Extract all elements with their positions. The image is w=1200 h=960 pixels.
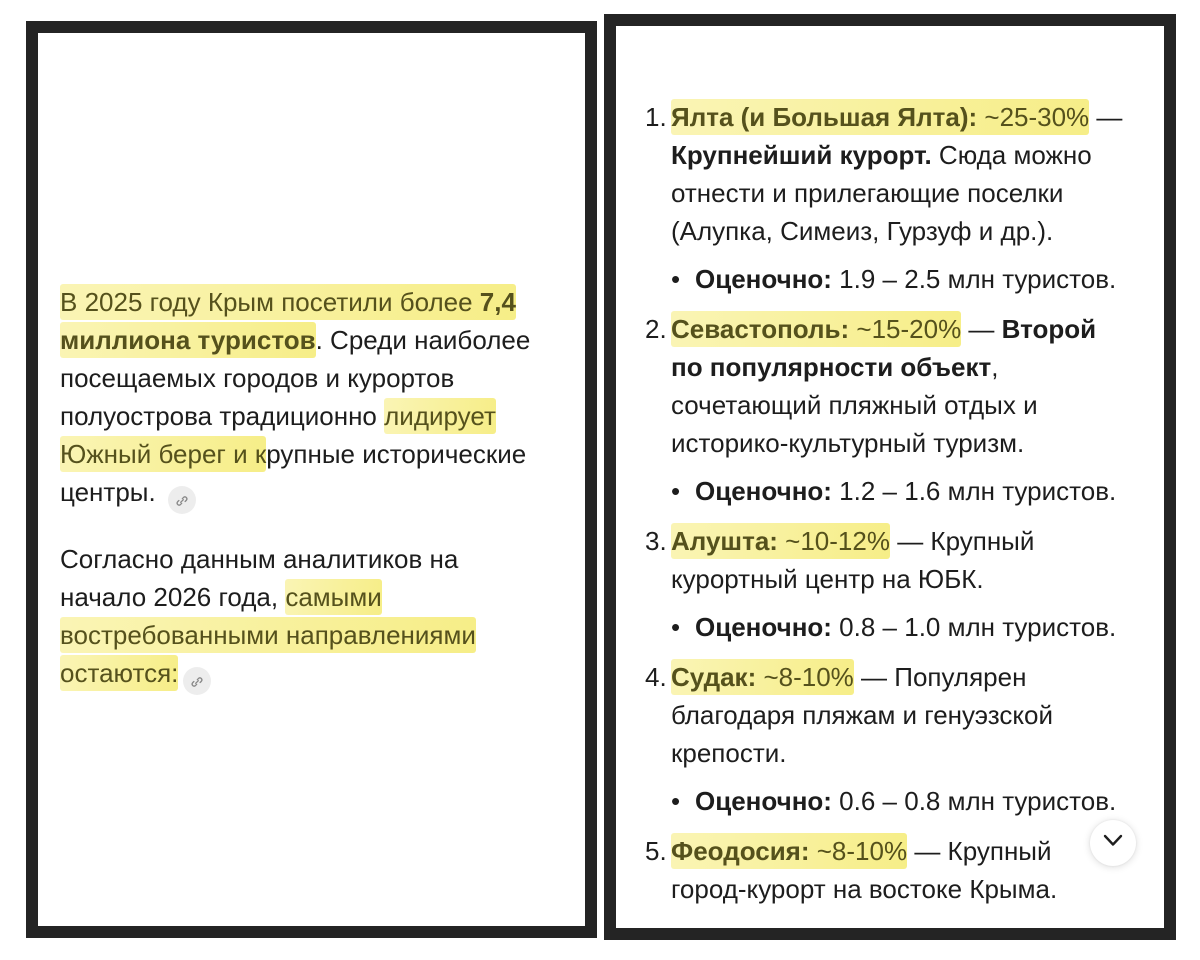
highlight-leader: лидирует Южный берег и к bbox=[60, 398, 496, 472]
destination-title: Феодосия: bbox=[671, 836, 810, 866]
text-segment: , сочетающий пляжный отдых и историко-культурный туризм. bbox=[671, 352, 1038, 458]
text-segment: Согласно данным аналитиков на начало 2026 года, bbox=[60, 544, 459, 612]
text-segment: — bbox=[853, 662, 895, 692]
destination-title: Ялта (и Большая Ялта): bbox=[671, 102, 978, 132]
highlight-yalta bbox=[671, 99, 1089, 135]
list-number: 4. bbox=[645, 662, 667, 692]
estimate-value: 0.6 – 0.8 млн туристов. bbox=[831, 786, 1117, 816]
text-segment: — bbox=[961, 314, 1002, 344]
highlight-alushta bbox=[671, 523, 890, 559]
text-segment: — bbox=[889, 526, 931, 556]
text-segment: Крупный курортный центр на ЮБК. bbox=[671, 526, 1035, 594]
estimate-label: Оценочно: bbox=[695, 476, 832, 506]
text-segment: Сюда можно отнести и прилегающие поселки (Алупка, Симеиз, Гурзуф и др.). bbox=[671, 140, 1092, 246]
highlight-feodosia bbox=[671, 833, 907, 869]
list-item-sudak bbox=[645, 658, 1134, 772]
paragraph-analysts bbox=[60, 540, 545, 695]
text-segment-bold: Второй по популярности объект bbox=[671, 314, 1097, 382]
destination-percent: ~25-30% bbox=[977, 102, 1090, 132]
bullet-marker: • bbox=[671, 476, 681, 506]
estimate-row bbox=[645, 472, 1134, 510]
estimate-label: Оценочно: bbox=[695, 264, 832, 294]
list-number: 1. bbox=[645, 102, 667, 132]
right-screenshot-panel bbox=[604, 14, 1176, 940]
estimate-row bbox=[645, 608, 1134, 646]
destinations-list bbox=[616, 26, 1164, 908]
text-segment: . Среди наиболее посещаемых городов и курортов полуострова традиционно bbox=[60, 325, 531, 431]
destination-title: Севастополь: bbox=[671, 314, 850, 344]
scroll-down-button[interactable] bbox=[1090, 820, 1136, 866]
left-screenshot-panel bbox=[26, 21, 597, 938]
text-segment: Популярен благодаря пляжам и генуэзской крепости. bbox=[671, 662, 1053, 768]
bullet-marker: • bbox=[671, 786, 681, 816]
estimate-row bbox=[645, 260, 1134, 298]
bullet-marker: • bbox=[671, 612, 681, 642]
highlight-sudak bbox=[671, 659, 854, 695]
destination-percent: ~10-12% bbox=[777, 526, 890, 556]
estimate-label: Оценочно: bbox=[695, 786, 832, 816]
left-text-block bbox=[38, 33, 585, 695]
list-item-sevastopol bbox=[645, 310, 1134, 462]
list-number: 5. bbox=[645, 836, 667, 866]
text-segment: В 2025 году Крым посетили более bbox=[60, 287, 480, 317]
highlight-destinations: самыми востребованными направлениями остаются: bbox=[60, 579, 476, 691]
source-link-button[interactable] bbox=[183, 667, 211, 695]
link-icon bbox=[189, 665, 205, 695]
list-number: 3. bbox=[645, 526, 667, 556]
text-segment-bold: Крупнейший курорт. bbox=[671, 140, 932, 170]
estimate-row bbox=[645, 782, 1134, 820]
estimate-label: Оценочно: bbox=[695, 612, 832, 642]
text-segment-bold: 7,4 миллиона туристов bbox=[60, 287, 516, 355]
estimate-value: 0.8 – 1.0 млн туристов. bbox=[831, 612, 1117, 642]
source-link-button[interactable] bbox=[168, 486, 196, 514]
text-segment: — bbox=[907, 836, 948, 866]
text-segment: — bbox=[1089, 102, 1123, 132]
list-number: 2. bbox=[645, 314, 667, 344]
paragraph-tourist-total bbox=[60, 283, 545, 514]
estimate-value: 1.2 – 1.6 млн туристов. bbox=[831, 476, 1117, 506]
list-item-feodosia bbox=[645, 832, 1134, 908]
destination-title: Алушта: bbox=[671, 526, 778, 556]
list-item-yalta bbox=[645, 98, 1134, 250]
list-item-alushta bbox=[645, 522, 1134, 598]
text-segment: Крупный город-курорт на востоке Крыма. bbox=[671, 836, 1058, 904]
destination-title: Судак: bbox=[671, 662, 757, 692]
highlight-sevastopol bbox=[671, 311, 961, 347]
chevron-down-icon bbox=[1103, 834, 1123, 852]
destination-percent: ~8-10% bbox=[809, 836, 908, 866]
link-icon bbox=[174, 484, 190, 514]
bullet-marker: • bbox=[671, 264, 681, 294]
estimate-value: 1.9 – 2.5 млн туристов. bbox=[831, 264, 1117, 294]
destination-percent: ~8-10% bbox=[756, 662, 854, 692]
destination-percent: ~15-20% bbox=[849, 314, 962, 344]
text-segment: рупные исторические центры. bbox=[60, 439, 527, 507]
